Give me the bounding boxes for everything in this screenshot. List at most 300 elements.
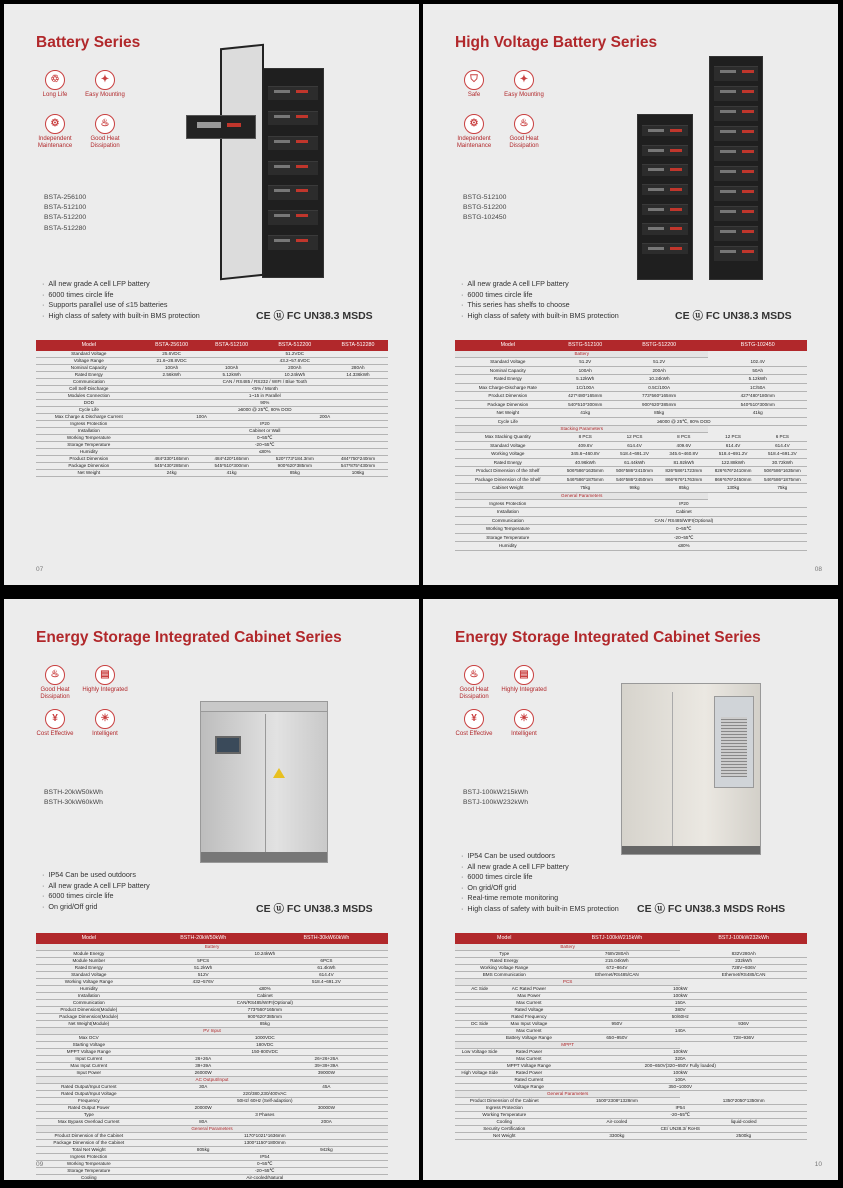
row-label: Package Dimension [36, 463, 142, 470]
table-cell: 100Ah [202, 365, 262, 372]
row-label: Installation [455, 508, 561, 517]
table-cell: 546*586*1875mm [561, 475, 610, 484]
feature-highly-integrated: ▤ Highly Integrated [82, 665, 128, 694]
feature-independent-maintenance: ⚙ Independent Maintenance [32, 114, 78, 149]
shield-icon: ⛉ [464, 70, 484, 90]
table-cell: CAN / RS485/WIFI(Optional) [561, 516, 807, 525]
table-row [36, 1000, 388, 1007]
row-label: Storage Temperature [36, 442, 142, 449]
row-label: Cabinet Weight [455, 484, 561, 493]
table-row [36, 372, 388, 379]
row-label: Package Dimension [455, 400, 561, 409]
table-cell: 26+26A [142, 1056, 265, 1063]
table-cell: 6PCS [265, 958, 388, 965]
section-header: PCS [455, 979, 680, 986]
table-row [36, 414, 388, 421]
table-cell: 409.6V [561, 441, 610, 450]
table-cell: 150-800VDC [142, 1049, 388, 1056]
table-header-cell: BSTJ-100kW215kWh [554, 933, 681, 944]
table-cell: 85kg [610, 409, 709, 418]
row-label: Cell Self-Discharge [36, 386, 142, 393]
row-label: Cycle Life [455, 417, 561, 426]
group-label: DC Side [455, 1021, 504, 1028]
table-cell: 61.44kWh [610, 458, 659, 467]
table-header-cell: BSTG-102450 [708, 340, 807, 351]
table-row [36, 1161, 388, 1168]
feature-heat-dissipation: ♨ Good Heat Dissipation [82, 114, 128, 149]
table-cell: 484*420*165mm [202, 456, 262, 463]
table-cell: 5.12kWh [202, 372, 262, 379]
row-label: Working Temperature [455, 1112, 554, 1119]
row-label: Product Dimension of the Shelf [455, 467, 561, 476]
table-cell: 5.12kWh [561, 375, 610, 384]
table-row [455, 375, 807, 384]
row-label: Product Dimension [36, 456, 142, 463]
table-cell: -20~55℃ [142, 1168, 388, 1175]
row-label: Max Input Current [36, 1063, 142, 1070]
table-cell: Max Current [504, 1000, 553, 1007]
row-label: MPPT Voltage Range [36, 1049, 142, 1056]
row-label: Ingress Protection [455, 499, 561, 508]
row-label: Rated Energy [36, 965, 142, 972]
table-row [455, 441, 807, 450]
module-icon: ▤ [514, 665, 534, 685]
group-label: AC Side [455, 986, 504, 993]
model-list: BSTJ-100kW215kWh BSTJ-100kW232kWh [463, 789, 528, 807]
page-title: Battery Series [36, 34, 141, 51]
row-label: Working Temperature [36, 1161, 142, 1168]
table-cell: -20~55℃ [142, 442, 388, 449]
heat-icon: ♨ [45, 665, 65, 685]
table-row [455, 1021, 807, 1028]
table-row [455, 433, 807, 442]
table-cell: 75kg [561, 484, 610, 493]
table-cell: 51.2V [610, 358, 709, 367]
table-cell: 484*330*165mm [142, 456, 202, 463]
table-row [455, 972, 807, 979]
section-header: Battery [455, 944, 680, 951]
table-cell: Ethernet/RS485/CAN [680, 972, 807, 979]
page-integrated-cabinet-series [4, 599, 419, 1180]
table-cell: CAN/RS485/WIFI(Optional) [142, 1000, 388, 1007]
row-label: Rated Output Power [36, 1105, 142, 1112]
feature-bullets: · IP54 Can be used outdoors · All new grade A cell LFP battery · 6000 times circle life · On grid/Off grid [42, 870, 150, 912]
row-label: Product Dimension of the Cabinet [455, 1098, 554, 1105]
table-cell: 773*560*165mm [142, 1007, 388, 1014]
table-cell: 773*560*165mm [610, 392, 709, 401]
table-header-cell: Model [455, 933, 554, 944]
page-title: High Voltage Battery Series [455, 34, 658, 51]
touchscreen-image [215, 736, 241, 754]
table-row [36, 442, 388, 449]
table-row [455, 1000, 807, 1007]
table-row [36, 993, 388, 1000]
table-cell: 90% [142, 400, 388, 407]
model-list: BSTA-256100 BSTA-512100 BSTA-512200 BSTA-512280 [44, 194, 87, 232]
table-row [36, 421, 388, 428]
table-row [36, 407, 388, 414]
table-row [455, 1084, 807, 1091]
page-number: 08 [814, 566, 822, 573]
row-label: DOD [36, 400, 142, 407]
table-cell: 41kg [708, 409, 807, 418]
table-cell: Rated Voltage [504, 1007, 553, 1014]
table-cell: 51.2VDC [202, 351, 388, 358]
table-cell: 1C/50A [708, 383, 807, 392]
table-row [36, 1007, 388, 1014]
table-cell: 200A [262, 414, 388, 421]
group-label [455, 1028, 504, 1035]
table-cell: 545*510*300mm [202, 463, 262, 470]
table-row [36, 1091, 388, 1098]
group-label [455, 1007, 504, 1014]
table-cell: 100Ah [142, 365, 202, 372]
table-cell: 0~55℃ [142, 435, 388, 442]
table-row [455, 1091, 807, 1098]
spec-table [455, 933, 807, 1140]
table-cell: 805kg [142, 1147, 265, 1154]
table-cell: 100kW [554, 1049, 807, 1056]
row-label: Humidity [36, 449, 142, 456]
table-cell: 1500*2308*1328mm [554, 1098, 681, 1105]
table-cell: 832V280Ah [680, 951, 807, 958]
table-row [36, 1049, 388, 1056]
table-row [36, 1084, 388, 1091]
battery-rack-image [262, 68, 324, 278]
row-label: Rated Energy [455, 458, 561, 467]
table-header-cell: BSTG-512100 [561, 340, 610, 351]
row-label: Rated Energy [455, 958, 554, 965]
table-row [36, 986, 388, 993]
page-battery-series [4, 4, 419, 585]
table-row [36, 1154, 388, 1161]
row-label: Working Voltage Range [36, 979, 142, 986]
row-label: Humidity [36, 986, 142, 993]
table-cell: 150A [554, 1000, 807, 1007]
table-cell: 6 PCS [758, 433, 807, 442]
table-row [36, 379, 388, 386]
table-row [455, 542, 807, 551]
table-cell: 547*875*430mm [328, 463, 388, 470]
section-header: Battery [455, 351, 708, 358]
certifications: CE ⓤ FC UN38.3 MSDS RoHS [637, 903, 786, 915]
row-label: Working Voltage [455, 450, 561, 459]
row-label: Storage Temperature [36, 1168, 142, 1175]
row-label: Standard Voltage [455, 358, 561, 367]
table-cell: 10.24kWh [142, 951, 388, 958]
feature-heat-dissipation: ♨ Good Heat Dissipation [32, 665, 78, 700]
feature-bullets: · IP54 Can be used outdoors · All new grade A cell LFP battery · 6000 times circle life · On grid/Off grid · Real-time remote monitoring · High class of safety with built-in EMS protection [461, 851, 619, 914]
maintenance-icon: ⚙ [464, 114, 484, 134]
feature-easy-mounting: ✦ Easy Mounting [82, 70, 128, 99]
table-cell: 1~15 in Parallel [142, 393, 388, 400]
table-row [36, 1133, 388, 1140]
table-cell: 540*510*300mm [708, 400, 807, 409]
table-cell: 614.4V [610, 441, 659, 450]
table-cell: 8 PCS [561, 433, 610, 442]
table-row [36, 428, 388, 435]
table-cell: 3 Phases [142, 1112, 388, 1119]
table-cell: 30000W [265, 1105, 388, 1112]
row-label: Input Current [36, 1056, 142, 1063]
table-cell: 39+39A [142, 1063, 265, 1070]
table-cell: 826*676*2410mm [708, 467, 757, 476]
table-row [455, 358, 807, 367]
row-label: Humidity [455, 542, 561, 551]
table-cell: 51.2V [561, 358, 610, 367]
table-row [36, 365, 388, 372]
table-cell: 3300kg [554, 1133, 681, 1140]
table-row [455, 499, 807, 508]
table-cell: 518.4~691.2V [610, 450, 659, 459]
table-row [455, 392, 807, 401]
table-cell: 100A [554, 1077, 807, 1084]
table-cell: 900*620*385mm [142, 1014, 388, 1021]
feature-cost-effective: ¥ Cost Effective [32, 709, 78, 738]
heat-icon: ♨ [95, 114, 115, 134]
table-row [455, 516, 807, 525]
table-row [36, 1105, 388, 1112]
page-title: Energy Storage Integrated Cabinet Series [455, 629, 761, 646]
table-row [36, 1042, 388, 1049]
table-cell: Air-cooled/Natural [142, 1175, 388, 1181]
row-label: Rated Energy [455, 375, 561, 384]
row-label: Type [36, 1112, 142, 1119]
row-label: Cycle Life [36, 407, 142, 414]
row-label: Starting Voltage [36, 1042, 142, 1049]
table-cell: 280Ah [328, 365, 388, 372]
section-header: General Parameters [36, 1126, 388, 1133]
table-row [36, 1126, 388, 1133]
table-cell: ≤80% [142, 449, 388, 456]
feature-easy-mounting: ✦ Easy Mounting [501, 70, 547, 99]
table-cell: 102.4V [708, 358, 807, 367]
row-label: Net Weight [455, 409, 561, 418]
table-cell: 20000W [142, 1105, 265, 1112]
table-cell: Cabinet [561, 508, 807, 517]
row-label: Standard Voltage [455, 441, 561, 450]
table-row [455, 1042, 807, 1049]
row-label: Module Energy [36, 951, 142, 958]
table-cell: Air-cooled [554, 1119, 681, 1126]
feature-intelligent: ☀ Intelligent [82, 709, 128, 738]
row-label: Cooling [36, 1175, 142, 1181]
table-cell: 614.4V [758, 441, 807, 450]
table-cell: 50Hz/ 60Hz (Self-adaption) [142, 1098, 388, 1105]
table-header-cell: BSTJ-100kW232kWh [680, 933, 807, 944]
heat-icon: ♨ [514, 114, 534, 134]
section-header: PV Input [36, 1028, 388, 1035]
table-cell: 942kg [265, 1147, 388, 1154]
table-cell: 768V280Ah [554, 951, 681, 958]
table-cell: 546*586*1875mm [758, 475, 807, 484]
table-cell: Rated Power [504, 1070, 553, 1077]
row-label: Max Charge-Discharge Rate [455, 383, 561, 392]
table-cell: Max Input Voltage [504, 1021, 553, 1028]
section-header: Stacking Parameters [455, 426, 708, 433]
table-row [36, 1021, 388, 1028]
table-row [455, 533, 807, 542]
row-label: Product Dimension of the Cabinet [36, 1133, 142, 1140]
row-label: Communication [455, 516, 561, 525]
table-header-cell: BSTA-512100 [202, 340, 262, 351]
row-label: Ingress Protection [455, 1105, 554, 1112]
table-row [455, 492, 807, 499]
table-row [455, 1105, 807, 1112]
table-row [36, 1070, 388, 1077]
table-cell: 506*586*1635mm [758, 467, 807, 476]
row-label: Type [455, 951, 554, 958]
table-cell: 900*620*385mm [610, 400, 709, 409]
liquid-cooled-cabinet-image [621, 683, 761, 855]
table-cell: 518.4~691.2V [758, 450, 807, 459]
table-row [455, 1133, 807, 1140]
table-cell: 900*620*385mm [262, 463, 328, 470]
module-icon: ▤ [95, 665, 115, 685]
table-header-cell: Model [36, 340, 142, 351]
table-row [36, 400, 388, 407]
table-row [455, 475, 807, 484]
table-cell: 40.96kWh [561, 458, 610, 467]
table-row [455, 979, 807, 986]
row-label: Voltage Range [36, 358, 142, 365]
table-cell: 546*586*2450mm [610, 475, 659, 484]
table-cell: Ethernet/RS485/CAN [554, 972, 681, 979]
table-cell: Max Current [504, 1056, 553, 1063]
table-cell: 45A [265, 1084, 388, 1091]
table-cell: 200A [265, 1119, 388, 1126]
row-label: Modules Connection [36, 393, 142, 400]
table-header-cell: Model [36, 933, 142, 944]
table-row [455, 986, 807, 993]
page-integrated-cabinet-series-2 [423, 599, 838, 1180]
intelligent-icon: ☀ [514, 709, 534, 729]
table-cell: 10.24kWh [262, 372, 328, 379]
table-row [455, 1014, 807, 1021]
table-row [455, 417, 807, 426]
table-row [455, 467, 807, 476]
row-label: Package Dimension(Module) [36, 1014, 142, 1021]
table-cell: 484*750*240mm [328, 456, 388, 463]
table-header-cell: BSTA-256100 [142, 340, 202, 351]
table-cell: IP20 [142, 421, 388, 428]
table-row [455, 965, 807, 972]
table-cell: 432~576V [142, 979, 265, 986]
table-cell: 26+26+26A [265, 1056, 388, 1063]
table-cell: 518.4~691.2V [708, 450, 757, 459]
table-row [36, 358, 388, 365]
table-row [455, 1098, 807, 1105]
table-row [455, 508, 807, 517]
feature-intelligent: ☀ Intelligent [501, 709, 547, 738]
table-cell: Battery Voltage Range [505, 1035, 552, 1040]
table-cell: 345.6~460.8V [659, 450, 708, 459]
section-header: AC Output/Input [36, 1077, 388, 1084]
table-cell: IP20 [561, 499, 807, 508]
table-row [455, 383, 807, 392]
group-label [455, 1084, 504, 1091]
table-cell: 130kg [708, 484, 757, 493]
row-label: Rated Output/Input Current [36, 1084, 142, 1091]
table-cell: 506*586*2410mm [610, 467, 659, 476]
group-label: High Voltage Side [455, 1070, 504, 1077]
page-high-voltage-battery-series [423, 4, 838, 585]
table-row [36, 386, 388, 393]
table-cell: 75kg [758, 484, 807, 493]
table-cell: 85kg [142, 1021, 388, 1028]
table-cell: 26000W [142, 1070, 265, 1077]
table-cell: 81.92kWh [659, 458, 708, 467]
maintenance-icon: ⚙ [45, 114, 65, 134]
mounting-icon: ✦ [514, 70, 534, 90]
table-row [36, 979, 388, 986]
cost-icon: ¥ [464, 709, 484, 729]
table-cell: 122.88kWh [708, 458, 757, 467]
table-cell: 2500kg [680, 1133, 807, 1140]
feature-highly-integrated: ▤ Highly Integrated [501, 665, 547, 694]
table-row [36, 1112, 388, 1119]
feature-safe: ⛉ Safe [451, 70, 497, 99]
row-label: Rated Output/Input Voltage [36, 1091, 142, 1098]
table-cell: 100kW [554, 993, 807, 1000]
certifications: CE ⓤ FC UN38.3 MSDS [675, 310, 792, 322]
page-number: 07 [36, 566, 44, 573]
group-label [455, 1014, 504, 1021]
row-label: Ingress Protection [36, 421, 142, 428]
table-cell: 350~1000V [554, 1084, 807, 1091]
table-row [455, 1049, 807, 1056]
heat-icon: ♨ [464, 665, 484, 685]
table-cell: 25.6VDC [142, 351, 202, 358]
table-cell: <5% / Month [142, 386, 388, 393]
row-label: Total Net Weight [36, 1147, 142, 1154]
spec-table [455, 340, 807, 551]
row-label: Max Stacking Quantity [455, 433, 561, 442]
row-label: Package Dimension of the Shelf [455, 475, 561, 484]
row-label: Storage Temperature [455, 533, 561, 542]
table-cell: 427*480*180mm [708, 392, 807, 401]
table-row [36, 1035, 388, 1042]
table-header-cell: BSTH-30kW60kWh [265, 933, 388, 944]
table-cell: 51.2kWh [142, 965, 265, 972]
table-cell: 512V [142, 972, 265, 979]
table-cell: 2.56kWh [142, 372, 202, 379]
table-row [36, 972, 388, 979]
section-header: Battery [36, 944, 388, 951]
table-cell: 614.4V [265, 972, 388, 979]
table-cell: 98kg [610, 484, 659, 493]
table-cell: 43.2~57.6VDC [202, 358, 388, 365]
table-cell: 85kg [659, 484, 708, 493]
table-cell: 100kW [554, 986, 807, 993]
table-header-cell: BSTA-512280 [328, 340, 388, 351]
table-row [36, 1140, 388, 1147]
table-cell: Rated Frequency [504, 1014, 553, 1021]
group-label [455, 1000, 504, 1007]
table-cell: 140A [554, 1028, 807, 1035]
table-cell: 672~864V [554, 965, 681, 972]
table-cell: Max Power [504, 993, 553, 1000]
table-cell: 1C/100A [561, 383, 610, 392]
battery-shelf-tall-image [709, 56, 763, 280]
row-label: Max Bypass Overload Current [36, 1119, 142, 1126]
table-row [36, 393, 388, 400]
row-label: Input Power [36, 1070, 142, 1077]
row-label: Cooling [455, 1119, 554, 1126]
table-cell: 518.4~691.2V [265, 979, 388, 986]
group-label: Low Voltage Side [455, 1049, 504, 1056]
row-label: Product Dimension [455, 392, 561, 401]
